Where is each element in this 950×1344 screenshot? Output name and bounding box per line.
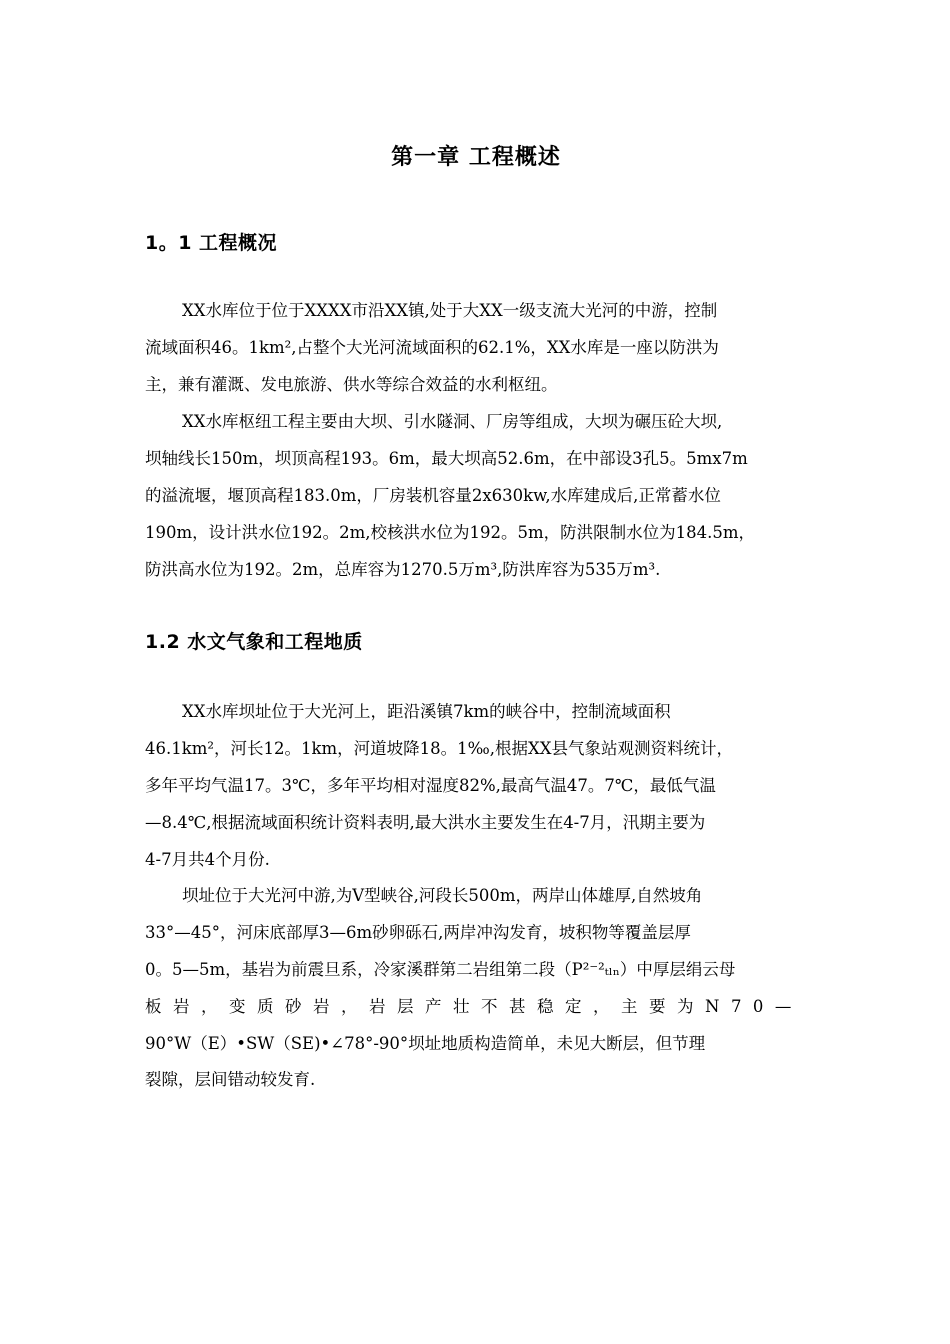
text-line: 4-7月共4个月份. — [145, 849, 270, 869]
paragraph-hydrology — [145, 694, 807, 878]
text-line: —8.4℃,根据流域面积统计资料表明,最大洪水主要发生在4-7月，汛期主要为 — [145, 812, 706, 832]
text-line: 多年平均气温17。3℃，多年平均相对湿度82%,最高气温47。7℃，最低气温 — [145, 775, 716, 795]
text-line: 流域面积46。1km²,占整个大光河流域面积的62.1%，XX水库是一座以防洪为 — [145, 337, 719, 357]
text-line: XX水库枢纽工程主要由大坝、引水隧洞、厂房等组成，大坝为碾压砼大坝, — [182, 412, 723, 431]
paragraph-geology — [145, 878, 807, 1099]
section-heading-1-2: 1.2 水文气象和工程地质 — [145, 631, 363, 653]
text-line: 190m，设计洪水位192。2m,校核洪水位为192。5m，防洪限制水位为184.5m， — [145, 522, 756, 542]
text-line: 主，兼有灌溉、发电旅游、供水等综合效益的水利枢纽。 — [145, 374, 558, 394]
text-line: 0。5—5m，基岩为前震旦系，冷家溪群第二岩组第二段（P²⁻²ₜₗₙ）中厚层绢云母 — [145, 959, 736, 979]
text-line: 防洪高水位为192。2m，总库容为1270.5万m³,防洪库容为535万m³. — [145, 559, 661, 579]
paragraph-location — [145, 293, 807, 404]
text-line: 坝轴线长150m，坝顶高程193。6m，最大坝高52.6m，在中部设3孔5。5mx7m — [145, 448, 748, 468]
document-page — [145, 0, 807, 1344]
text-line: 46.1km²，河长12。1km，河道坡降18。1‰,根据XX县气象站观测资料统计， — [145, 738, 734, 758]
section-heading-1-1: 1。1 工程概况 — [145, 232, 278, 254]
text-line: 的溢流堰，堰顶高程183.0m，厂房装机容量2x630kw,水库建成后,正常蓄水位 — [145, 485, 721, 505]
text-line: 板岩，变质砂岩，岩层产壮不甚稳定，主要为N70— — [145, 996, 803, 1016]
text-line: XX水库坝址位于大光河上，距沿溪镇7km的峡谷中，控制流域面积 — [182, 702, 671, 721]
paragraph-structures — [145, 404, 807, 588]
chapter-title: 第一章 工程概述 — [391, 145, 561, 170]
text-line: 33°—45°，河床底部厚3—6m砂卵砾石,两岸冲沟发育，坡积物等覆盖层厚 — [145, 922, 691, 942]
text-line: 90°W（E）•SW（SE)•∠78°-90°坝址地质构造简单，未见大断层，但节理 — [145, 1033, 706, 1053]
text-line: 裂隙，层间错动较发育. — [145, 1070, 316, 1090]
text-line: 坝址位于大光河中游,为V型峡谷,河段长500m，两岸山体雄厚,自然坡角 — [182, 886, 703, 905]
text-line: XX水库位于位于XXXX市沿XX镇,处于大XX一级支流大光河的中游，控制 — [182, 301, 718, 320]
